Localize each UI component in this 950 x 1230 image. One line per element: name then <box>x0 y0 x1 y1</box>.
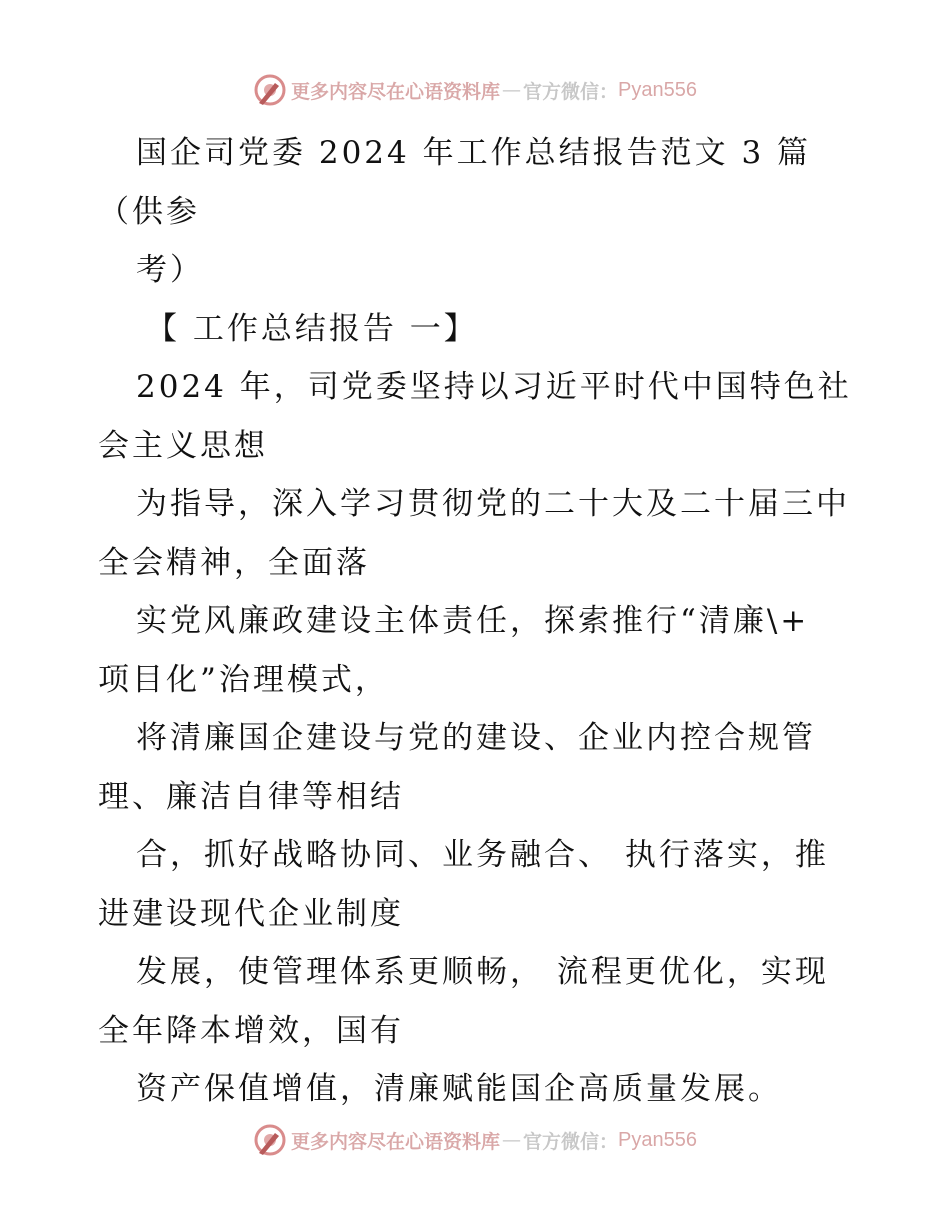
banner-slogan: 更多内容尽在心语资料库 <box>291 1130 501 1153</box>
paragraph-line: 全年降本增效，国有 <box>98 1012 404 1049</box>
header-watermark-banner <box>0 70 950 110</box>
doc-title-line-3: 考） <box>136 252 204 288</box>
pen-logo-icon <box>253 1123 287 1157</box>
banner-wechat-id: Pyan556 <box>618 1128 697 1151</box>
paragraph-line: 全会精神，全面落 <box>98 544 370 581</box>
paragraph-line: 会主义思想 <box>98 427 268 464</box>
paragraph-line: 资产保值增值，清廉赋能国企高质量发展。 <box>136 1071 782 1107</box>
banner-wechat-id: Pyan556 <box>618 78 697 101</box>
footer-watermark-banner <box>0 1120 950 1160</box>
paragraph-line: 为指导，深入学习贯彻党的二十大及二十届三中 <box>136 486 850 522</box>
paragraph-line: 项目化”治理模式， <box>98 661 389 698</box>
section-heading: 【 工作总结报告 一】 <box>146 310 478 347</box>
pen-logo-icon <box>253 73 287 107</box>
doc-title-line-2: （供参 <box>98 193 200 230</box>
paragraph-line: 合，抓好战略协同、业务融合、 执行落实，推 <box>136 837 829 873</box>
banner-label: 官方微信： <box>523 1130 619 1153</box>
banner-dash: — <box>502 1129 522 1151</box>
paragraph-line: 理、廉洁自律等相结 <box>98 778 404 815</box>
paragraph-line: 实党风廉政建设主体责任，探索推行“清廉\+ <box>136 603 810 639</box>
paragraph-line: 将清廉国企建设与党的建设、企业内控合规管 <box>136 720 816 756</box>
doc-title-line-1: 国企司党委 2024 年工作总结报告范文 3 篇 <box>136 135 812 171</box>
document-body <box>98 124 898 1119</box>
paragraph-line: 进建设现代企业制度 <box>98 895 404 932</box>
banner-slogan: 更多内容尽在心语资料库 <box>291 80 501 103</box>
paragraph-line: 发展，使管理体系更顺畅， 流程更优化，实现 <box>136 954 829 990</box>
banner-dash: — <box>502 79 522 101</box>
banner-label: 官方微信： <box>523 80 619 103</box>
paragraph-line: 2024 年，司党委坚持以习近平时代中国特色社 <box>136 369 852 405</box>
